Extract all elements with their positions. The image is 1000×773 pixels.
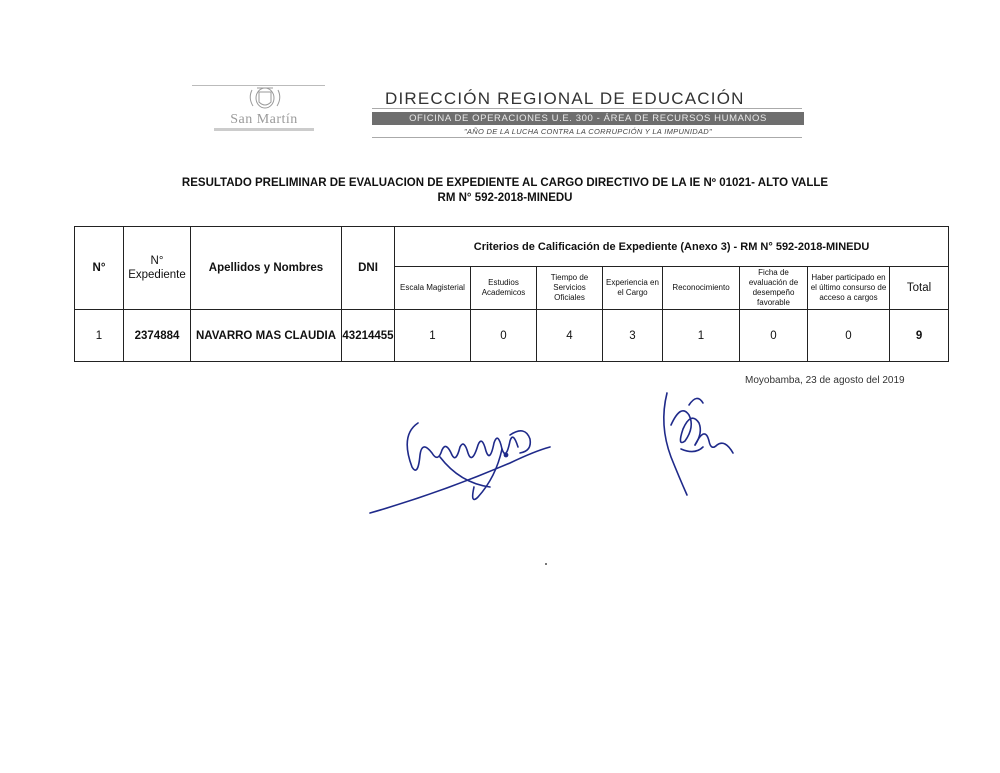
results-table	[74, 226, 949, 362]
office-banner: OFICINA DE OPERACIONES U.E. 300 - ÁREA DE RECURSOS HUMANOS	[372, 112, 804, 125]
score-concurso: 0	[808, 310, 890, 362]
header-rule-top	[372, 108, 802, 109]
row-expediente: 2374884	[124, 310, 191, 362]
header-expediente: N° Expediente	[124, 227, 191, 310]
criterion-reconocimiento: Reconocimiento	[663, 267, 740, 310]
row-dni: 43214455	[342, 310, 395, 362]
row-num: 1	[75, 310, 124, 362]
institution-title: DIRECCIÓN REGIONAL DE EDUCACIÓN	[385, 89, 745, 108]
header-dni: DNI	[342, 227, 395, 310]
document-title	[0, 176, 1000, 206]
signature-2	[645, 385, 740, 500]
criterion-escala: Escala Magisterial	[395, 267, 471, 310]
table-row	[75, 310, 949, 362]
header-criterios: Criterios de Calificación de Expediente (Anexo 3) - RM N° 592-2018-MINEDU	[395, 227, 949, 267]
criterion-tiempo: Tiempo de Servicios Oficiales	[537, 267, 603, 310]
score-total: 9	[890, 310, 949, 362]
score-escala: 1	[395, 310, 471, 362]
criterion-ficha: Ficha de evaluación de desempeño favorable	[740, 267, 808, 310]
score-reconocimiento: 1	[663, 310, 740, 362]
logo-underline	[214, 128, 314, 131]
signature-1	[360, 395, 560, 520]
score-ficha: 0	[740, 310, 808, 362]
score-tiempo: 4	[537, 310, 603, 362]
criterion-total: Total	[890, 267, 949, 310]
year-motto: "AÑO DE LA LUCHA CONTRA LA CORRUPCIÓN Y LA IMPUNIDAD"	[464, 127, 712, 136]
logo-text: San Martín	[230, 112, 298, 127]
document-title-line2: RM N° 592-2018-MINEDU	[437, 192, 573, 204]
score-estudios: 0	[471, 310, 537, 362]
scan-speck	[545, 563, 547, 565]
document-title-line1: RESULTADO PRELIMINAR DE EVALUACION DE EXPEDIENTE AL CARGO DIRECTIVO DE LA IE Nº 01021- ALTO VALLE	[181, 177, 829, 189]
header-row-1	[75, 227, 949, 267]
header-num: N°	[75, 227, 124, 310]
header-rule-bottom	[372, 137, 802, 138]
header-nombres: Apellidos y Nombres	[191, 227, 342, 310]
criterion-concurso: Haber participado en el último consurso de acceso a cargos	[808, 267, 890, 310]
score-experiencia: 3	[603, 310, 663, 362]
criterion-experiencia: Experiencia en el Cargo	[603, 267, 663, 310]
criterion-estudios: Estudios Academicos	[471, 267, 537, 310]
place-date: Moyobamba, 23 de agosto del 2019	[745, 375, 905, 386]
row-nombre: NAVARRO MAS CLAUDIA	[191, 310, 342, 362]
